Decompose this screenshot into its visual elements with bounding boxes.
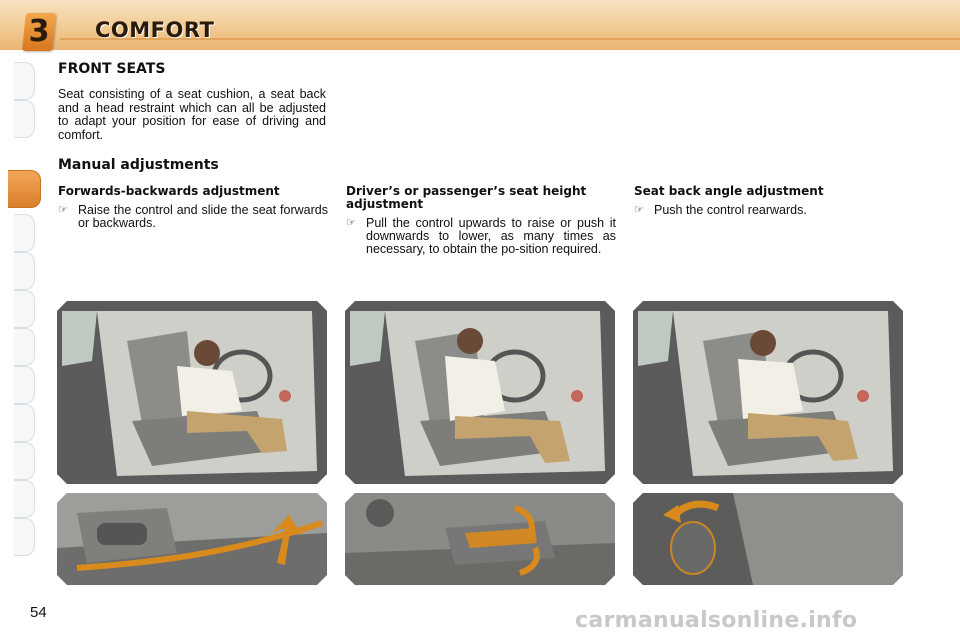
- chapter-tab-10[interactable]: [14, 442, 35, 480]
- control-closeup-height: [345, 493, 615, 585]
- control-closeup-forwards-backwards: [57, 493, 327, 585]
- chapter-tabs: [8, 62, 34, 572]
- column-title: Driver’s or passenger’s seat height adjustment: [346, 184, 587, 211]
- column-title: Forwards-backwards adjustment: [58, 184, 280, 198]
- section-title: FRONT SEATS: [58, 61, 166, 77]
- pointer-hand-icon: ☞: [346, 217, 356, 229]
- pointer-hand-icon: ☞: [634, 204, 644, 216]
- chapter-tab-1[interactable]: [14, 62, 35, 100]
- column-title: Seat back angle adjustment: [634, 184, 824, 198]
- column-height-adjustment: [346, 185, 616, 256]
- chapter-number: 3: [28, 14, 50, 49]
- control-closeup-seat-back: [633, 493, 903, 585]
- chapter-tab-3-active[interactable]: [8, 170, 41, 208]
- chapter-tab-8[interactable]: [14, 366, 35, 404]
- instruction-item: [346, 217, 616, 256]
- chapter-tab-12[interactable]: [14, 518, 35, 556]
- chapter-tab-9[interactable]: [14, 404, 35, 442]
- seat-illustration-2: [345, 301, 615, 484]
- chapter-tab-5[interactable]: [14, 252, 35, 290]
- pointer-hand-icon: ☞: [58, 204, 68, 216]
- instruction-item: [58, 204, 328, 230]
- intro-paragraph: Seat consisting of a seat cushion, a seat back and a head restraint which can all be adjusted to adapt your position for ease of driving and comfort.: [58, 87, 326, 142]
- watermark: carmanualsonline.info: [575, 608, 858, 633]
- seat-illustration-1: [57, 301, 327, 484]
- instruction-text: Raise the control and slide the seat forwards or backwards.: [78, 203, 328, 230]
- instruction-text: Pull the control upwards to raise or push it downwards to lower, as many times as necessary, to obtain the po-sition required.: [366, 216, 616, 256]
- chapter-tab-2[interactable]: [14, 100, 35, 138]
- subsection-title: Manual adjustments: [58, 157, 219, 173]
- instruction-item: [634, 204, 904, 217]
- chapter-tab-7[interactable]: [14, 328, 35, 366]
- column-seat-back-angle: [634, 185, 904, 217]
- chapter-title: COMFORT: [95, 18, 215, 42]
- instruction-text: Push the control rearwards.: [654, 203, 807, 217]
- page-number: 54: [30, 604, 47, 621]
- chapter-tab-6[interactable]: [14, 290, 35, 328]
- seat-illustration-3: [633, 301, 903, 484]
- chapter-tab-4[interactable]: [14, 214, 35, 252]
- chapter-tab-11[interactable]: [14, 480, 35, 518]
- column-forwards-backwards: [58, 185, 328, 230]
